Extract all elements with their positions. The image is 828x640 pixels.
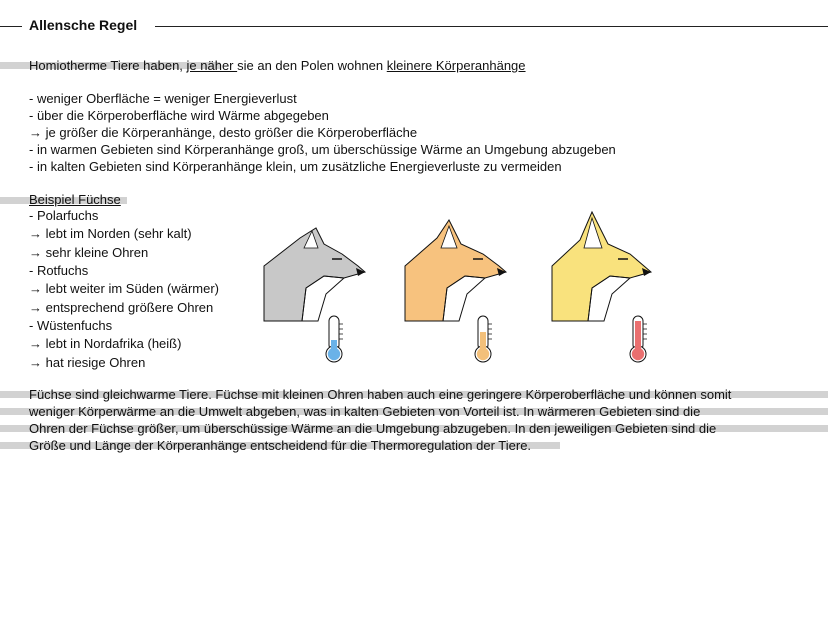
thermometer-cold-icon [322, 314, 346, 364]
intro-part: Homiotherme Tiere haben, [29, 58, 187, 73]
bullet-item: - weniger Oberfläche = weniger Energieverlust [29, 91, 297, 106]
desertfox-illustration [550, 210, 656, 322]
example-line: → lebt im Norden (sehr kalt) [29, 226, 192, 241]
example-line: → lebt in Nordafrika (heiß) [29, 336, 182, 351]
intro-emphasis: kleinere Körperanhänge [386, 58, 526, 73]
example-line: - Rotfuchs [29, 263, 89, 278]
thermometer-hot-icon [626, 314, 650, 364]
example-line: → sehr kleine Ohren [29, 245, 149, 260]
summary-line: Ohren der Füchse größer, um überschüssige Wärme an die Umgebung abzugeben. In den jeweiligen Gebieten sind die [29, 421, 717, 436]
page-title: Allensche Regel [29, 17, 138, 33]
summary-line: Größe und Länge der Körperanhänge entscheidend für die Thermoregulation der Tiere. [29, 438, 532, 453]
intro-line [29, 58, 526, 74]
intro-part: sie an den Polen wohnen [237, 58, 387, 73]
bullet-item: - in warmen Gebieten sind Körperanhänge groß, um überschüssige Wärme an Umgebung abzugeben [29, 142, 616, 157]
example-line: - Polarfuchs [29, 208, 99, 223]
header-rule [155, 26, 828, 27]
polarfox-illustration [262, 226, 370, 322]
redfox-illustration [403, 218, 511, 322]
bullet-item: → je größer die Körperanhänge, desto größer die Körperoberfläche [29, 125, 418, 140]
summary-line: Füchse sind gleichwarme Tiere. Füchse mit kleinen Ohren haben auch eine geringere Körperoberfläche und können somit [29, 387, 732, 402]
summary-line: weniger Körperwärme an die Umwelt abgeben, was in kalten Gebieten von Vorteil ist. In wärmeren Gebieten sind die [29, 404, 701, 419]
bullet-item: - in kalten Gebieten sind Körperanhänge klein, um zusätzliche Energieverluste zu vermeiden [29, 159, 562, 174]
example-line: → lebt weiter im Süden (wärmer) [29, 281, 219, 296]
header-tick [0, 26, 22, 27]
example-line: → entsprechend größere Ohren [29, 300, 214, 315]
thermometer-warm-icon [471, 314, 495, 364]
intro-emphasis: je näher [186, 58, 238, 73]
bullet-item: - über die Körperoberfläche wird Wärme abgegeben [29, 108, 329, 123]
example-line: - Wüstenfuchs [29, 318, 113, 333]
example-heading: Beispiel Füchse [29, 192, 121, 207]
example-line: → hat riesige Ohren [29, 355, 146, 370]
